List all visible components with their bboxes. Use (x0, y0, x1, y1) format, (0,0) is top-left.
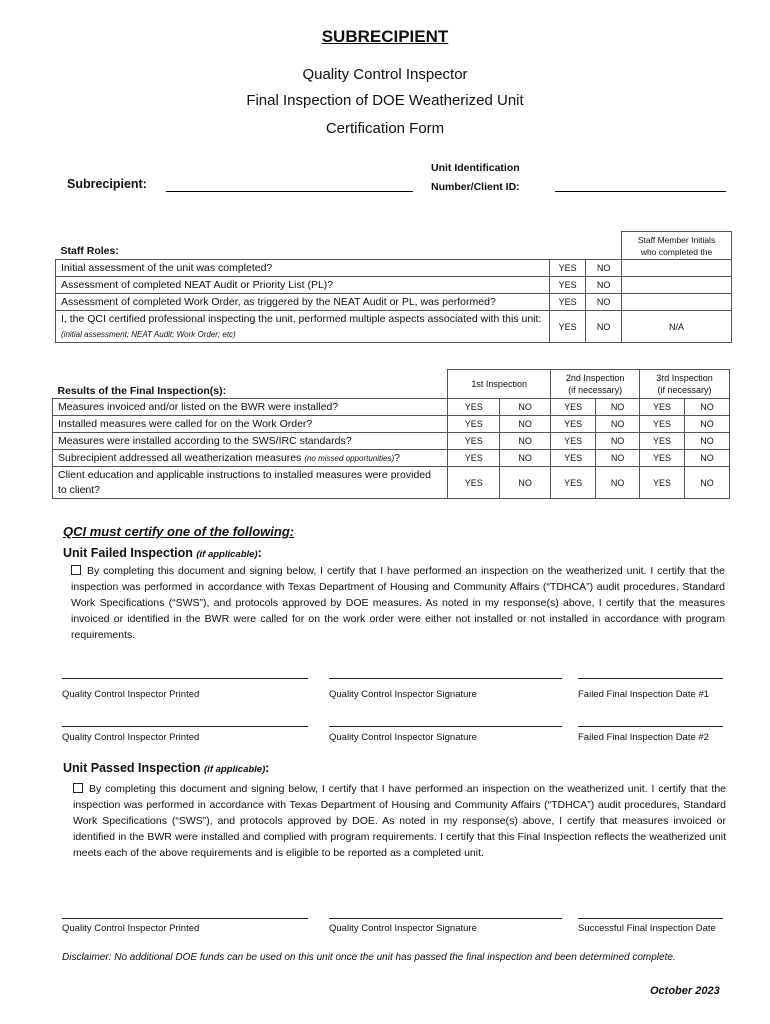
no-option[interactable]: NO (596, 467, 640, 499)
printed-name-label: Quality Control Inspector Printed (62, 732, 200, 743)
yes-option[interactable]: YES (551, 450, 596, 467)
subtitle-line-3: Certification Form (325, 120, 445, 137)
initials-cell[interactable] (622, 294, 732, 311)
initials-cell[interactable] (622, 277, 732, 294)
yes-option[interactable]: YES (550, 294, 586, 311)
failed-inspection-text: By completing this document and signing below, I certify that I have performed an inspection on the weatherized unit. I certify that the inspection was performed in accordance with Texas Department of Housing and Community Affairs (“TDHCA”) audit procedures, Standard Work Specifications (“SWS”), and protocols approved by DOE measures. As noted in my response(s) above, I certify that the measures invoiced or identified in the BWR were called for on the work order were either not installed or not installed in accordance with program requirements. (71, 565, 725, 641)
signature-label: Quality Control Inspector Signature (329, 689, 477, 700)
form-title: SUBRECIPIENT (321, 27, 449, 46)
passed-inspection-text: By completing this document and signing below, I certify that I have performed an inspection on the weatherized unit. I certify that the inspection was performed in accordance with Texas Department of Housing and Community Affairs (“TDHCA”) audit procedures, Standard Work Specifications (“SWS”), and protocols approved by DOE. As noted in my response(s) above, I certify that measures invoiced or identified in the BWR were installed and complied with program requirements. I certify that this Final Inspection reflects the weatherized unit meets each of the above requirements and is eligible to be reported as a completed unit. (73, 783, 726, 859)
signature-label: Quality Control Inspector Signature (329, 732, 477, 743)
staff-roles-table (55, 231, 732, 343)
inspection-2-header: 2nd Inspection (if necessary) (551, 370, 640, 399)
subtitle-line-2: Final Inspection of DOE Weatherized Unit (246, 92, 524, 109)
yes-option[interactable]: YES (640, 450, 685, 467)
inspection-1-header: 1st Inspection (448, 370, 551, 399)
no-option[interactable]: NO (685, 433, 730, 450)
results-header: Results of the Final Inspection(s): (57, 385, 227, 397)
table-row (53, 450, 730, 467)
subtitle-line-1: Quality Control Inspector (302, 66, 468, 83)
revision-date: October 2023 (650, 985, 720, 997)
no-option[interactable]: NO (500, 467, 551, 499)
yes-option[interactable]: YES (448, 450, 500, 467)
table-row (56, 260, 732, 277)
no-option[interactable]: NO (685, 399, 730, 416)
signature-label: Quality Control Inspector Signature (329, 923, 477, 934)
no-option[interactable]: NO (500, 416, 551, 433)
no-option[interactable]: NO (685, 416, 730, 433)
yes-option[interactable]: YES (551, 416, 596, 433)
no-option[interactable]: NO (586, 260, 622, 277)
results-table (52, 369, 730, 499)
table-row (53, 416, 730, 433)
results-row-text: Measures invoiced and/or listed on the BWR were installed? (53, 399, 448, 416)
unit-id-label-2: Number/Client ID: (431, 181, 520, 193)
yes-option[interactable]: YES (550, 311, 586, 343)
staff-row-text: Initial assessment of the unit was completed? (56, 260, 550, 277)
yes-option[interactable]: YES (640, 416, 685, 433)
results-row-text: Client education and applicable instructions to installed measures were provided to client? (53, 467, 448, 499)
signature-line[interactable] (62, 726, 308, 727)
certify-heading: QCI must certify one of the following: (63, 524, 295, 539)
printed-name-label: Quality Control Inspector Printed (62, 923, 200, 934)
no-option[interactable]: NO (586, 311, 622, 343)
yes-option[interactable]: YES (448, 399, 500, 416)
staff-roles-header: Staff Roles: (60, 245, 119, 257)
date-label: Failed Final Inspection Date #1 (578, 689, 709, 700)
results-row-text: Subrecipient addressed all weatherization measures (no missed opportunities)? (53, 450, 448, 467)
staff-row-text: Assessment of completed NEAT Audit or Priority List (PL)? (56, 277, 550, 294)
no-option[interactable]: NO (586, 294, 622, 311)
no-option[interactable]: NO (596, 450, 640, 467)
yes-option[interactable]: YES (640, 399, 685, 416)
signature-line[interactable] (329, 678, 562, 679)
yes-option[interactable]: YES (551, 399, 596, 416)
no-option[interactable]: NO (500, 450, 551, 467)
subrecipient-field[interactable] (166, 191, 413, 192)
initials-header: Staff Member Initials who completed the (622, 232, 732, 260)
signature-line[interactable] (578, 678, 723, 679)
signature-line[interactable] (329, 918, 562, 919)
date-label: Failed Final Inspection Date #2 (578, 732, 709, 743)
yes-option[interactable]: YES (448, 433, 500, 450)
yes-option[interactable]: YES (550, 260, 586, 277)
yes-option[interactable]: YES (448, 467, 500, 499)
yes-option[interactable]: YES (448, 416, 500, 433)
signature-line[interactable] (62, 918, 308, 919)
no-option[interactable]: NO (596, 416, 640, 433)
yes-option[interactable]: YES (640, 467, 685, 499)
printed-name-label: Quality Control Inspector Printed (62, 689, 200, 700)
passed-checkbox[interactable] (73, 783, 83, 793)
yes-option[interactable]: YES (550, 277, 586, 294)
staff-row-text: I, the QCI certified professional inspecting the unit, performed multiple aspects associated with this unit: (initial assessment; NEAT Audit; Work Order; etc) (56, 311, 550, 343)
no-option[interactable]: NO (500, 399, 551, 416)
table-row (56, 311, 732, 343)
signature-line[interactable] (62, 678, 308, 679)
unit-id-field[interactable] (555, 191, 726, 192)
failed-inspection-heading: Unit Failed Inspection (if applicable): (63, 546, 262, 560)
disclaimer: Disclaimer: No additional DOE funds can be used on this unit once the unit has passed the final inspection and been determined complete. (62, 952, 676, 963)
table-row (53, 467, 730, 499)
no-option[interactable]: NO (596, 433, 640, 450)
yes-option[interactable]: YES (551, 467, 596, 499)
table-row (53, 399, 730, 416)
unit-id-label-1: Unit Identification (431, 162, 520, 174)
signature-line[interactable] (578, 726, 723, 727)
initials-cell: N/A (622, 311, 732, 343)
no-option[interactable]: NO (685, 450, 730, 467)
table-row (56, 294, 732, 311)
no-option[interactable]: NO (596, 399, 640, 416)
signature-line[interactable] (329, 726, 562, 727)
subrecipient-label: Subrecipient: (67, 177, 147, 191)
no-option[interactable]: NO (586, 277, 622, 294)
failed-checkbox[interactable] (71, 565, 81, 575)
signature-line[interactable] (578, 918, 723, 919)
staff-row-text: Assessment of completed Work Order, as triggered by the NEAT Audit or PL, was performed? (56, 294, 550, 311)
no-option[interactable]: NO (685, 467, 730, 499)
initials-cell[interactable] (622, 260, 732, 277)
yes-option[interactable]: YES (551, 433, 596, 450)
table-row (53, 433, 730, 450)
yes-option[interactable]: YES (640, 433, 685, 450)
passed-inspection-heading: Unit Passed Inspection (if applicable): (63, 761, 270, 775)
results-row-text: Installed measures were called for on the Work Order? (53, 416, 448, 433)
date-label: Successful Final Inspection Date (578, 923, 716, 934)
table-row (56, 277, 732, 294)
inspection-3-header: 3rd Inspection (if necessary) (640, 370, 730, 399)
no-option[interactable]: NO (500, 433, 551, 450)
results-row-text: Measures were installed according to the SWS/IRC standards? (53, 433, 448, 450)
